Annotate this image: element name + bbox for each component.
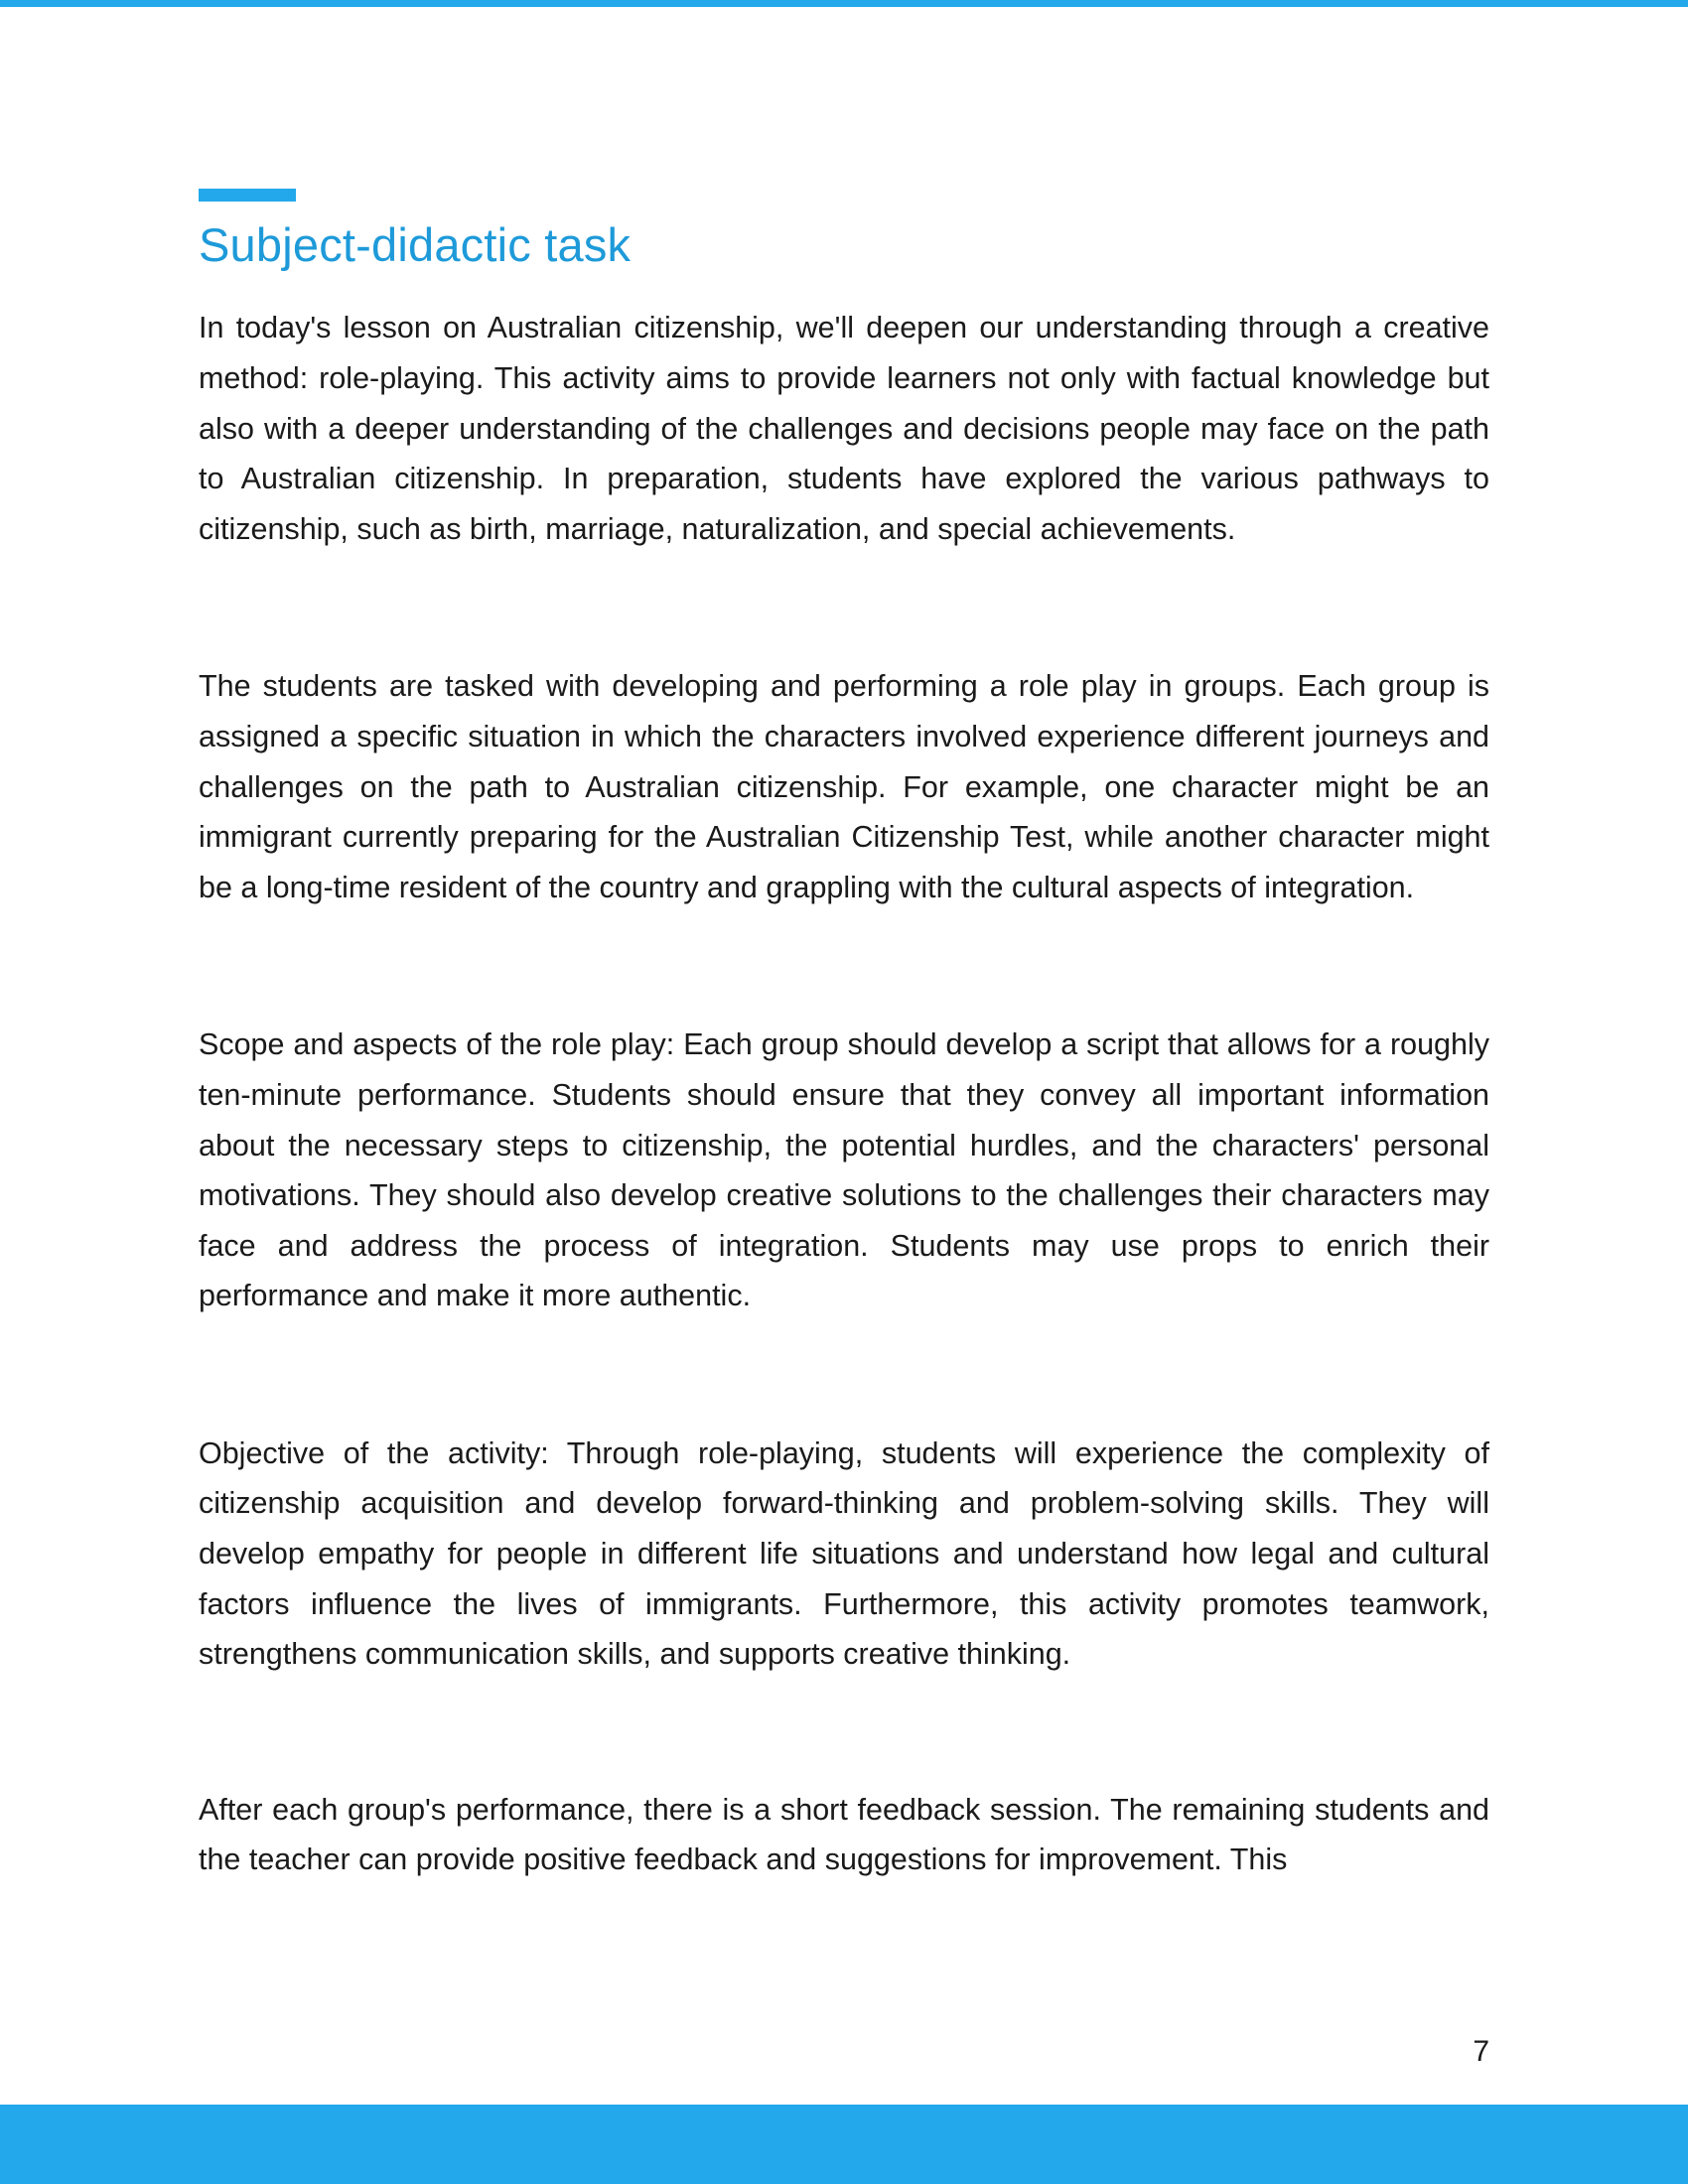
paragraph-intro: In today's lesson on Australian citizenship, we'll deepen our understanding through a creative method: role-playing. This activity aims to provide learners not only with factual knowledge but also with a deeper understanding of the challenges and decisions people may face on the path to Australian citizenship. In preparation, students have explored the various pathways to citizenship, such as birth, marriage, naturalization, and special achievements. bbox=[199, 311, 1489, 546]
paragraph-feedback: After each group's performance, there is a short feedback session. The remaining students and the teacher can provide positive feedback and suggestions for improvement. This bbox=[199, 1792, 1489, 1877]
heading-accent-bar bbox=[199, 189, 296, 202]
paragraph-scope: Scope and aspects of the role play: Each group should develop a script that allows for a roughly ten-minute performance. Students should ensure that they convey all important information about the necessary steps to citizenship, the potential hurdles, and the characters' personal motivations. They should also develop creative solutions to the challenges their characters may face and address the process of integration. Students may use props to enrich their performance and make it more authentic. bbox=[199, 1027, 1489, 1313]
footer-band bbox=[0, 2105, 1688, 2184]
document-body bbox=[199, 189, 1489, 1885]
paragraph-objective: Objective of the activity: Through role-playing, students will experience the complexity of citizenship acquisition and develop forward-thinking and problem-solving skills. They will develop empathy for people in different life situations and understand how legal and cultural factors influence the lives of immigrants. Furthermore, this activity promotes teamwork, strengthens communication skills, and supports creative thinking. bbox=[199, 1435, 1489, 1672]
section-heading: Subject-didactic task bbox=[199, 218, 632, 271]
top-accent-rule bbox=[0, 0, 1688, 7]
paragraph-task: The students are tasked with developing and performing a role play in groups. Each group is assigned a specific situation in which the characters involved experience different journeys and challenges on the path to Australian citizenship. For example, one character might be an immigrant currently preparing for the Australian Citizenship Test, while another character might be a long-time resident of the country and grappling with the cultural aspects of integration. bbox=[199, 669, 1489, 904]
page-number: 7 bbox=[1473, 2035, 1489, 2068]
